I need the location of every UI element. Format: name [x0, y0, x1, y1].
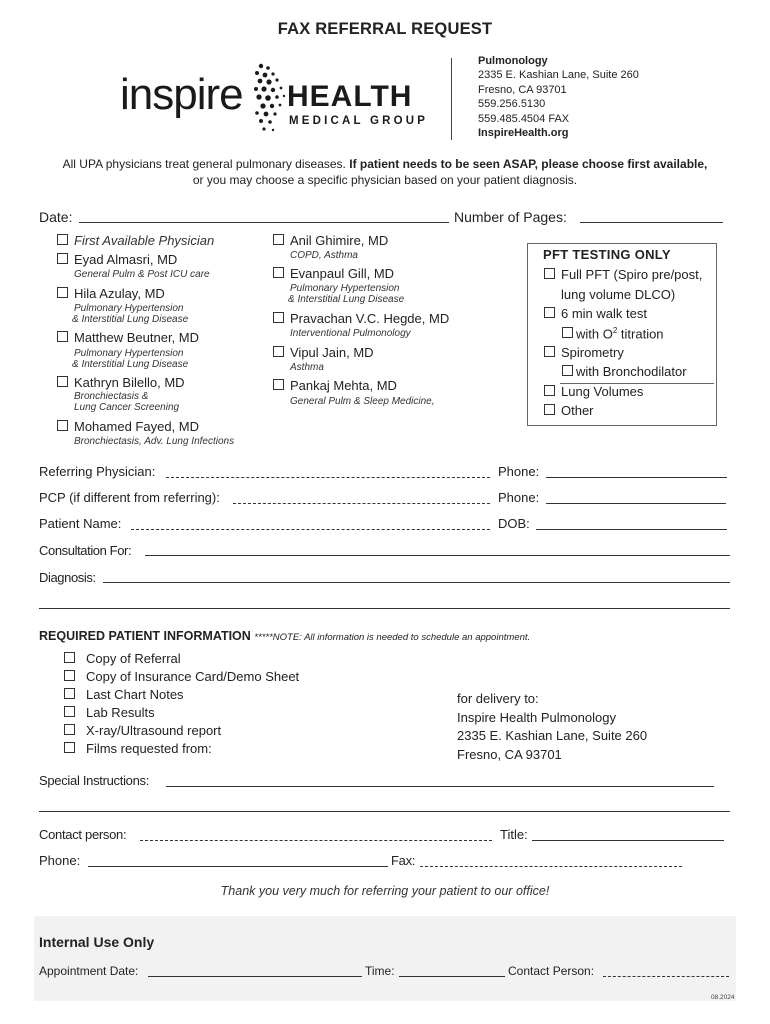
appointment-time-label: Time:: [365, 964, 395, 978]
address-fax: 559.485.4504 FAX: [478, 112, 570, 125]
required-info-heading: [39, 629, 530, 643]
required-note: *****NOTE: All information is needed to schedule an appointment.: [254, 632, 531, 643]
pft-walk-option[interactable]: [544, 306, 647, 321]
physician-name: Pravachan V.C. Hegde, MD: [290, 311, 450, 326]
pft-label: with Bronchodilator: [576, 364, 687, 379]
internal-use-heading: Internal Use Only: [39, 934, 155, 950]
physician-specialty: General Pulm & Sleep Medicine,: [290, 396, 435, 407]
required-item-label: Lab Results: [86, 705, 155, 720]
physician-option[interactable]: [57, 286, 165, 301]
physician-specialty: Asthma: [290, 362, 324, 373]
intro-text: [0, 156, 770, 188]
physician-checkbox[interactable]: [273, 312, 284, 323]
physician-specialty: & Interstitial Lung Disease: [288, 294, 405, 305]
physician-checkbox[interactable]: [273, 379, 284, 390]
pcp-label: PCP (if different from referring):: [39, 490, 220, 505]
physician-checkbox[interactable]: [273, 346, 284, 357]
physician-specialty: Pulmonary Hypertension: [74, 348, 184, 359]
delivery-address: [457, 690, 647, 764]
required-item[interactable]: [64, 723, 221, 738]
title-field[interactable]: [532, 840, 724, 841]
logo-word: inspire: [120, 70, 243, 119]
pft-label: lung volume DLCO): [561, 287, 676, 302]
delivery-line: Fresno, CA 93701: [457, 746, 562, 762]
pft-other-option[interactable]: [544, 403, 594, 418]
physician-name: Anil Ghimire, MD: [290, 233, 389, 248]
first-available-label: First Available Physician: [74, 233, 215, 248]
physician-specialty: & Interstitial Lung Disease: [72, 314, 189, 325]
special-instructions-field[interactable]: [166, 786, 714, 787]
delivery-line: for delivery to:: [457, 691, 539, 706]
pft-checkbox[interactable]: [544, 268, 555, 279]
physician-name: Matthew Beutner, MD: [74, 330, 199, 345]
physician-name: Vipul Jain, MD: [290, 345, 374, 360]
pft-label-sup: 2: [612, 326, 618, 335]
address-phone: 559.256.5130: [478, 98, 546, 111]
pages-field[interactable]: [580, 222, 723, 223]
logo-dots-icon: [253, 62, 289, 134]
physician-option[interactable]: [57, 252, 177, 267]
pft-checkbox[interactable]: [544, 307, 555, 318]
physician-option[interactable]: [273, 233, 388, 248]
pft-spiro-option[interactable]: [544, 345, 624, 360]
physician-option[interactable]: [57, 330, 199, 345]
required-item[interactable]: [64, 669, 299, 684]
referring-physician-field[interactable]: [166, 477, 490, 478]
internal-contact-label: Contact Person:: [508, 964, 595, 978]
physician-checkbox[interactable]: [273, 267, 284, 278]
consultation-field[interactable]: [145, 555, 730, 556]
logo-group: MEDICAL GROUP: [289, 115, 429, 127]
address-web: InspireHealth.org: [478, 127, 569, 140]
pages-label: Number of Pages:: [454, 209, 567, 225]
appointment-date-field[interactable]: [148, 976, 362, 977]
physician-name: Hila Azulay, MD: [74, 286, 165, 301]
pft-broncho-option[interactable]: [562, 364, 687, 379]
pft-label: Other: [561, 403, 594, 418]
physician-checkbox[interactable]: [57, 253, 68, 264]
intro-bold: If patient needs to be seen ASAP, please choose first available,: [349, 157, 708, 171]
diagnosis-field[interactable]: [103, 582, 730, 583]
pft-label: 6 min walk test: [561, 306, 647, 321]
address-street: 2335 E. Kashian Lane, Suite 260: [478, 69, 639, 82]
required-checkbox[interactable]: [64, 652, 75, 663]
date-label: Date:: [39, 209, 73, 225]
required-checkbox[interactable]: [64, 742, 75, 753]
pft-label: Lung Volumes: [561, 384, 644, 399]
referring-phone-field[interactable]: [546, 477, 727, 478]
required-checkbox[interactable]: [64, 688, 75, 699]
required-checkbox[interactable]: [64, 724, 75, 735]
internal-contact-field[interactable]: [603, 976, 729, 977]
physician-option[interactable]: [57, 375, 185, 390]
physician-specialty: Interventional Pulmonology: [290, 328, 411, 339]
physician-name: Pankaj Mehta, MD: [290, 378, 397, 393]
pcp-phone-field[interactable]: [546, 503, 726, 504]
appointment-time-field[interactable]: [399, 976, 505, 977]
required-item-label: Last Chart Notes: [86, 687, 184, 702]
referring-phone-label: Phone:: [498, 464, 540, 479]
title-label: Title:: [500, 827, 528, 842]
required-item-label: Copy of Insurance Card/Demo Sheet: [86, 669, 300, 684]
physician-name: Kathryn Bilello, MD: [74, 375, 185, 390]
diagnosis-field-line2[interactable]: [39, 608, 730, 609]
physician-name: Mohamed Fayed, MD: [74, 419, 199, 434]
delivery-line: Inspire Health Pulmonology: [457, 709, 616, 725]
pcp-phone-label: Phone:: [498, 490, 540, 505]
physician-specialty: COPD, Asthma: [290, 250, 358, 261]
physician-specialty: Bronchiectasis &: [74, 391, 149, 402]
required-item[interactable]: [64, 687, 184, 702]
pft-checkbox[interactable]: [562, 365, 573, 376]
dob-field[interactable]: [536, 529, 727, 530]
consultation-label: Consultation For:: [39, 543, 132, 558]
patient-name-field[interactable]: [131, 529, 490, 530]
intro-normal: All UPA physicians treat general pulmonary diseases.: [62, 157, 346, 171]
thank-you-text: Thank you very much for referring your patient to our office!: [220, 884, 550, 898]
physician-option[interactable]: [57, 419, 199, 434]
required-checkbox[interactable]: [64, 670, 75, 681]
pft-checkbox[interactable]: [544, 346, 555, 357]
required-item[interactable]: [64, 651, 181, 666]
address-dept: Pulmonology: [478, 55, 548, 67]
internal-use-panel: [34, 916, 736, 1001]
physician-name: Evanpaul Gill, MD: [290, 266, 395, 281]
required-checkbox[interactable]: [64, 706, 75, 717]
fax-label: Fax:: [391, 853, 416, 868]
clinic-address: [478, 54, 639, 140]
physician-specialty: Lung Cancer Screening: [74, 402, 180, 413]
required-heading: REQUIRED PATIENT INFORMATION: [39, 629, 251, 643]
pft-label: Spirometry: [561, 345, 624, 360]
pft-label: with O: [576, 326, 613, 342]
physician-specialty: & Interstitial Lung Disease: [72, 359, 189, 370]
pft-heading: PFT TESTING ONLY: [543, 247, 671, 262]
patient-name-label: Patient Name:: [39, 516, 122, 531]
pft-label: Full PFT (Spiro pre/post,: [561, 267, 703, 282]
required-item-label: Copy of Referral: [86, 651, 181, 666]
first-available-option[interactable]: [57, 233, 214, 248]
pft-o2-option[interactable]: [562, 326, 664, 341]
fax-field[interactable]: [420, 866, 682, 867]
special-instructions-line2[interactable]: [39, 811, 730, 812]
first-available-checkbox[interactable]: [57, 234, 68, 245]
physician-name: Eyad Almasri, MD: [74, 252, 178, 267]
physician-option[interactable]: [273, 311, 449, 326]
pft-volumes-option[interactable]: [544, 384, 643, 399]
referring-physician-label: Referring Physician:: [39, 464, 156, 479]
physician-specialty: Pulmonary Hypertension: [74, 303, 184, 314]
physician-specialty: General Pulm & Post ICU care: [74, 269, 210, 280]
pft-full-option[interactable]: [544, 267, 702, 282]
delivery-line: 2335 E. Kashian Lane, Suite 260: [457, 728, 648, 743]
required-item-label: X-ray/Ultrasound report: [86, 723, 222, 738]
physician-checkbox[interactable]: [273, 234, 284, 245]
date-field[interactable]: [79, 222, 449, 223]
physician-checkbox[interactable]: [57, 420, 68, 431]
logo: [120, 62, 430, 137]
physician-option[interactable]: [273, 266, 394, 281]
form-version: 08.2024: [711, 994, 735, 1001]
pcp-field[interactable]: [233, 503, 490, 504]
contact-person-label: Contact person:: [39, 827, 127, 842]
contact-phone-field[interactable]: [88, 866, 388, 867]
address-city: Fresno, CA 93701: [478, 83, 567, 96]
logo-health: HEALTH: [287, 80, 413, 113]
appointment-date-label: Appointment Date:: [39, 964, 139, 978]
physician-checkbox[interactable]: [57, 287, 68, 298]
physician-checkbox[interactable]: [57, 376, 68, 387]
pft-checkbox[interactable]: [544, 404, 555, 415]
pft-checkbox[interactable]: [544, 385, 555, 396]
required-item[interactable]: [64, 741, 212, 756]
physician-specialty: Bronchiectasis, Adv. Lung Infections: [74, 436, 235, 447]
physician-option[interactable]: [273, 345, 374, 360]
intro-line2: or you may choose a specific physician based on your patient diagnosis.: [192, 173, 578, 187]
pft-label: titration: [617, 326, 664, 342]
physician-checkbox[interactable]: [57, 331, 68, 342]
diagnosis-label: Diagnosis:: [39, 570, 96, 585]
physician-option[interactable]: [273, 378, 397, 393]
required-item[interactable]: [64, 705, 155, 720]
header-divider: [451, 58, 452, 140]
contact-person-field[interactable]: [140, 840, 492, 841]
required-item-label: Films requested from:: [86, 741, 212, 756]
dob-label: DOB:: [498, 516, 530, 531]
form-title: FAX REFERRAL REQUEST: [277, 20, 493, 38]
physician-specialty: Pulmonary Hypertension: [290, 283, 400, 294]
special-instructions-label: Special Instructions:: [39, 773, 150, 788]
pft-checkbox[interactable]: [562, 327, 573, 338]
contact-phone-label: Phone:: [39, 853, 81, 868]
